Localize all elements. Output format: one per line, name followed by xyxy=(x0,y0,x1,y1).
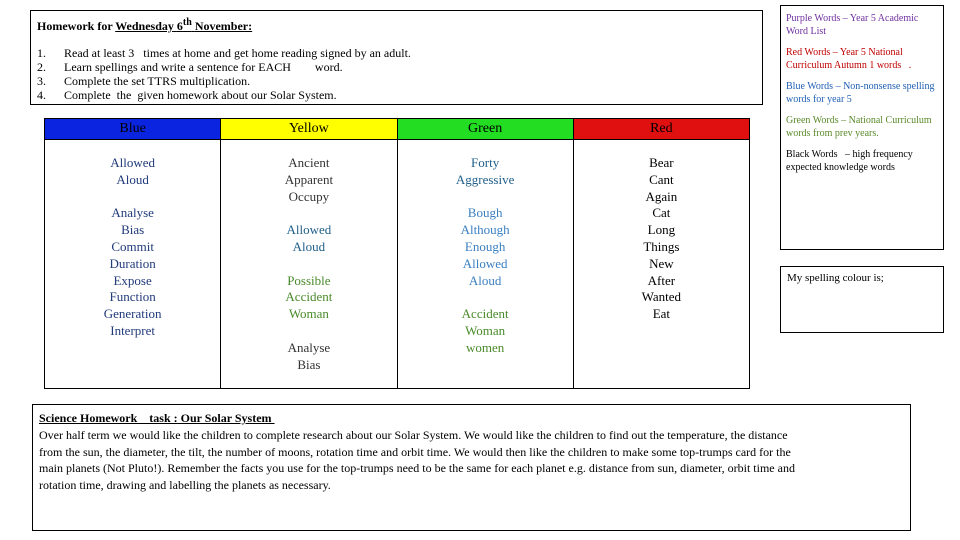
spelling-word: Occupy xyxy=(288,188,330,204)
key-purple: Purple Words – Year 5 Academic Word List xyxy=(786,13,919,37)
science-body: Over half term we would like the children to complete research about our Solar System. We would like the children to find out the temperature, the distance from the sun, the diameter, the tilt, the number of moons, rotation time and orbit time. We would then like the children to make some top-trumps card for the main planets (Not Pluto!). Remember the facts you use for the top-trumps need to be the same for each planet e.g. distance from sun, diameter, orbit time and rotation time, drawing and labelling the planets as necessary. xyxy=(39,427,795,493)
spelling-word: Allowed xyxy=(462,255,508,271)
spelling-words-table xyxy=(44,118,750,389)
table-header-row xyxy=(45,119,750,140)
word-gap xyxy=(398,189,573,206)
spelling-word: New xyxy=(649,255,674,271)
spelling-word: Aloud xyxy=(116,171,149,187)
spelling-word: Woman xyxy=(288,306,329,322)
spelling-word: Function xyxy=(109,289,156,305)
spelling-word: Allowed xyxy=(110,155,156,170)
spelling-word: Analyse xyxy=(111,205,154,221)
homework-title xyxy=(37,17,756,34)
spelling-word: Accident xyxy=(285,289,333,305)
spelling-word: Bias xyxy=(121,222,145,238)
spelling-word: Analyse xyxy=(287,339,331,355)
homework-title-date: 6 xyxy=(176,19,183,33)
spelling-word: Woman xyxy=(465,322,506,338)
spelling-word: Interpret xyxy=(110,322,155,338)
spelling-word: Things xyxy=(643,238,680,254)
word-gap xyxy=(221,256,396,273)
homework-item-text: Read at least 3 times at home and get home reading signed by an adult. xyxy=(64,46,411,60)
homework-item-text: Complete the given homework about our Solar System. xyxy=(64,88,337,102)
spelling-word: Aloud xyxy=(292,238,326,254)
header-green: Green xyxy=(397,119,573,140)
spelling-word: Expose xyxy=(113,272,152,288)
homework-item: 4. Complete the given homework about our Solar System. xyxy=(37,88,337,102)
spelling-word: Cat xyxy=(652,205,671,221)
spelling-colour-box xyxy=(780,266,944,333)
key-red: Red Words – Year 5 National Curriculum Autumn 1 words . xyxy=(786,47,912,71)
spelling-word: Forty xyxy=(471,155,500,170)
homework-list xyxy=(37,46,756,102)
homework-item-text: Learn spellings and write a sentence for EACH word. xyxy=(64,60,343,74)
spelling-word: Bough xyxy=(467,205,503,221)
word-gap xyxy=(45,189,220,206)
word-gap xyxy=(221,323,396,340)
spelling-word: Bias xyxy=(297,356,321,372)
spelling-word: After xyxy=(647,272,676,288)
red-words-cell xyxy=(573,140,749,389)
spelling-word: Possible xyxy=(287,272,331,288)
spelling-word: Aloud xyxy=(468,272,502,288)
spelling-word: Accident xyxy=(461,306,509,322)
spelling-word: Apparent xyxy=(284,171,334,187)
green-words-cell xyxy=(397,140,573,389)
word-gap xyxy=(221,205,396,222)
spelling-word: Ancient xyxy=(288,155,330,170)
homework-box xyxy=(30,10,763,105)
homework-item: 1. Read at least 3 times at home and get home reading signed by an adult. xyxy=(37,46,411,60)
spelling-word: Generation xyxy=(103,306,162,322)
spelling-word: Although xyxy=(460,222,510,238)
spelling-word: Bear xyxy=(649,155,674,170)
header-yellow: Yellow xyxy=(221,119,397,140)
homework-item: 3. Complete the set TTRS multiplication. xyxy=(37,74,251,88)
homework-item: 2. Learn spellings and write a sentence for EACH word. xyxy=(37,60,343,74)
blue-words-cell xyxy=(45,140,221,389)
spelling-word: Cant xyxy=(649,171,674,187)
homework-title-month: November: xyxy=(194,19,253,33)
spelling-word: Long xyxy=(647,222,676,238)
spelling-word: Commit xyxy=(111,238,154,254)
science-homework-box xyxy=(32,404,911,531)
science-title: Science Homework task : Our Solar System xyxy=(39,411,275,425)
spelling-word: women xyxy=(465,339,505,355)
word-colour-key xyxy=(780,5,944,250)
homework-title-sup: th xyxy=(182,17,192,28)
key-blue: Blue Words – Non-nonsense spelling words for year 5 xyxy=(786,81,935,105)
homework-item-text: Complete the set TTRS multiplication. xyxy=(64,74,251,88)
header-blue: Blue xyxy=(45,119,221,140)
word-gap xyxy=(398,289,573,306)
yellow-words-cell xyxy=(221,140,397,389)
spelling-word: Allowed xyxy=(286,222,332,238)
key-black: Black Words – high frequency expected knowledge words xyxy=(786,149,916,173)
spelling-word: Again xyxy=(645,188,678,204)
table-row xyxy=(45,140,750,389)
spelling-word: Duration xyxy=(109,255,156,271)
spelling-colour-label: My spelling colour is; xyxy=(787,272,884,284)
homework-title-prefix: Homework for xyxy=(37,19,116,33)
spelling-word: Aggressive xyxy=(455,171,515,187)
header-red: Red xyxy=(573,119,749,140)
key-green: Green Words – National Curriculum words from prev years. xyxy=(786,115,932,139)
spelling-word: Eat xyxy=(652,306,671,322)
spelling-word: Wanted xyxy=(641,289,682,305)
homework-title-day: Wednesday xyxy=(115,19,174,33)
spelling-word: Enough xyxy=(464,238,506,254)
